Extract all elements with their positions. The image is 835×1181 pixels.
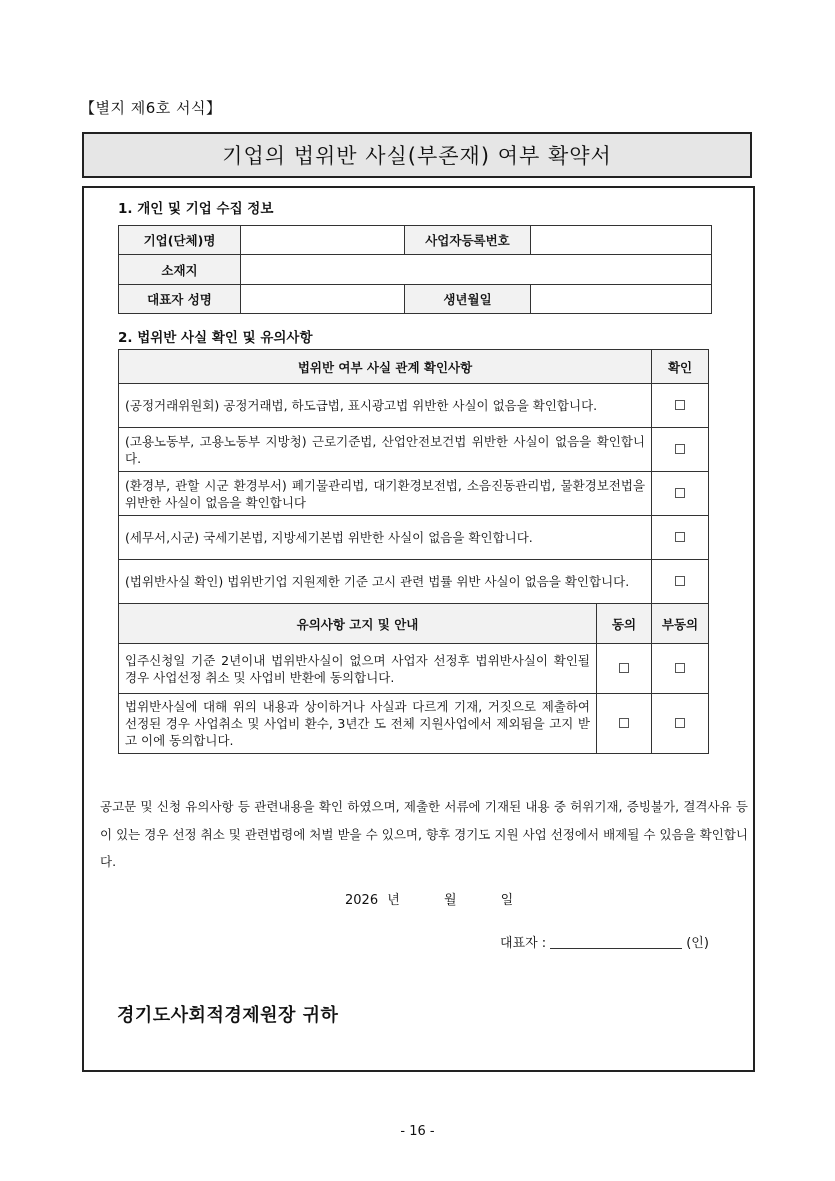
confirmation-notice: 공고문 및 신청 유의사항 등 관련내용을 확인 하였으며, 제출한 서류에 기재된 내용 중 허위기재, 증빙불가, 결격사유 등이 있는 경우 선정 취소 및 관련법령에 처벌 받을 수 있으며, 향후 경기도 지원 사업 선정에서 배제될 수 있음을 확인합니다. [100, 799, 748, 869]
disagree-column-header: 부동의 [652, 604, 709, 644]
confirm-checkbox[interactable] [675, 400, 685, 410]
addressee: 경기도사회적경제원장 귀하 [117, 1005, 339, 1026]
confirm-checkbox[interactable] [675, 532, 685, 542]
seal-label: (인) [686, 936, 709, 951]
document-title: 기업의 법위반 사실(부존재) 여부 확약서 [82, 132, 752, 178]
address-field[interactable] [241, 255, 712, 285]
check-item: (법위반사실 확인) 법위반기업 지원제한 기준 고시 관련 법률 위반 사실이 없음을 확인합니다. [119, 560, 652, 604]
check-item: (고용노동부, 고용노동부 지방청) 근로기준법, 산업안전보건법 위반한 사실이 없음을 확인합니다. [119, 428, 652, 472]
company-info-table [118, 225, 712, 314]
confirm-checkbox[interactable] [675, 444, 685, 454]
check-item: (환경부, 관할 시군 환경부서) 폐기물관리법, 대기환경보전법, 소음진동관리법, 물환경보전법을 위반한 사실이 없음을 확인합니다 [119, 472, 652, 516]
section2-title: 2. 법위반 사실 확인 및 유의사항 [118, 330, 313, 346]
date-line [345, 889, 513, 908]
form-label: 【별지 제6호 서식】 [80, 99, 222, 117]
confirm-checkbox[interactable] [675, 488, 685, 498]
company-name-label: 기업(단체)명 [119, 226, 241, 255]
representative-label: 대표자 : [500, 936, 547, 951]
disagree-checkbox[interactable] [675, 663, 685, 673]
date-month-unit: 월 [443, 893, 457, 908]
agree-checkbox[interactable] [619, 718, 629, 728]
birth-label: 생년월일 [405, 285, 531, 314]
check-item: (세무서,시군) 국세기본법, 지방세기본법 위반한 사실이 없음을 확인합니다. [119, 516, 652, 560]
date-day-unit: 일 [500, 893, 514, 908]
check-header: 법위반 여부 사실 관계 확인사항 [119, 350, 652, 384]
disagree-checkbox[interactable] [675, 718, 685, 728]
confirm-checkbox[interactable] [675, 576, 685, 586]
date-year: 2026 [345, 893, 379, 908]
company-name-field[interactable] [241, 226, 405, 255]
address-label: 소재지 [119, 255, 241, 285]
agree-column-header: 동의 [597, 604, 652, 644]
agree-checkbox[interactable] [619, 663, 629, 673]
rep-name-label: 대표자 성명 [119, 285, 241, 314]
birth-field[interactable] [531, 285, 712, 314]
check-column-header: 확인 [652, 350, 709, 384]
page-number: - 16 - [400, 1124, 435, 1139]
date-year-unit: 년 [387, 893, 400, 908]
notice-item: 법위반사실에 대해 위의 내용과 상이하거나 사실과 다르게 기재, 거짓으로 제출하여 선정된 경우 사업취소 및 사업비 환수, 3년간 도 전체 지원사업에서 제외됨을 고지 받고 이에 동의합니다. [119, 694, 597, 754]
notice-item: 입주신청일 기준 2년이내 법위반사실이 없으며 사업자 선정후 법위반사실이 확인될 경우 사업선정 취소 및 사업비 반환에 동의합니다. [119, 644, 597, 694]
business-reg-field[interactable] [531, 226, 712, 255]
compliance-table [118, 349, 709, 754]
representative-signature [500, 932, 709, 951]
rep-name-field[interactable] [241, 285, 405, 314]
business-reg-label: 사업자등록번호 [405, 226, 531, 255]
signature-line[interactable] [550, 934, 682, 949]
notice-header: 유의사항 고지 및 안내 [119, 604, 597, 644]
section1-title: 1. 개인 및 기업 수집 정보 [118, 201, 274, 217]
check-item: (공정거래위원회) 공정거래법, 하도급법, 표시광고법 위반한 사실이 없음을 확인합니다. [119, 384, 652, 428]
